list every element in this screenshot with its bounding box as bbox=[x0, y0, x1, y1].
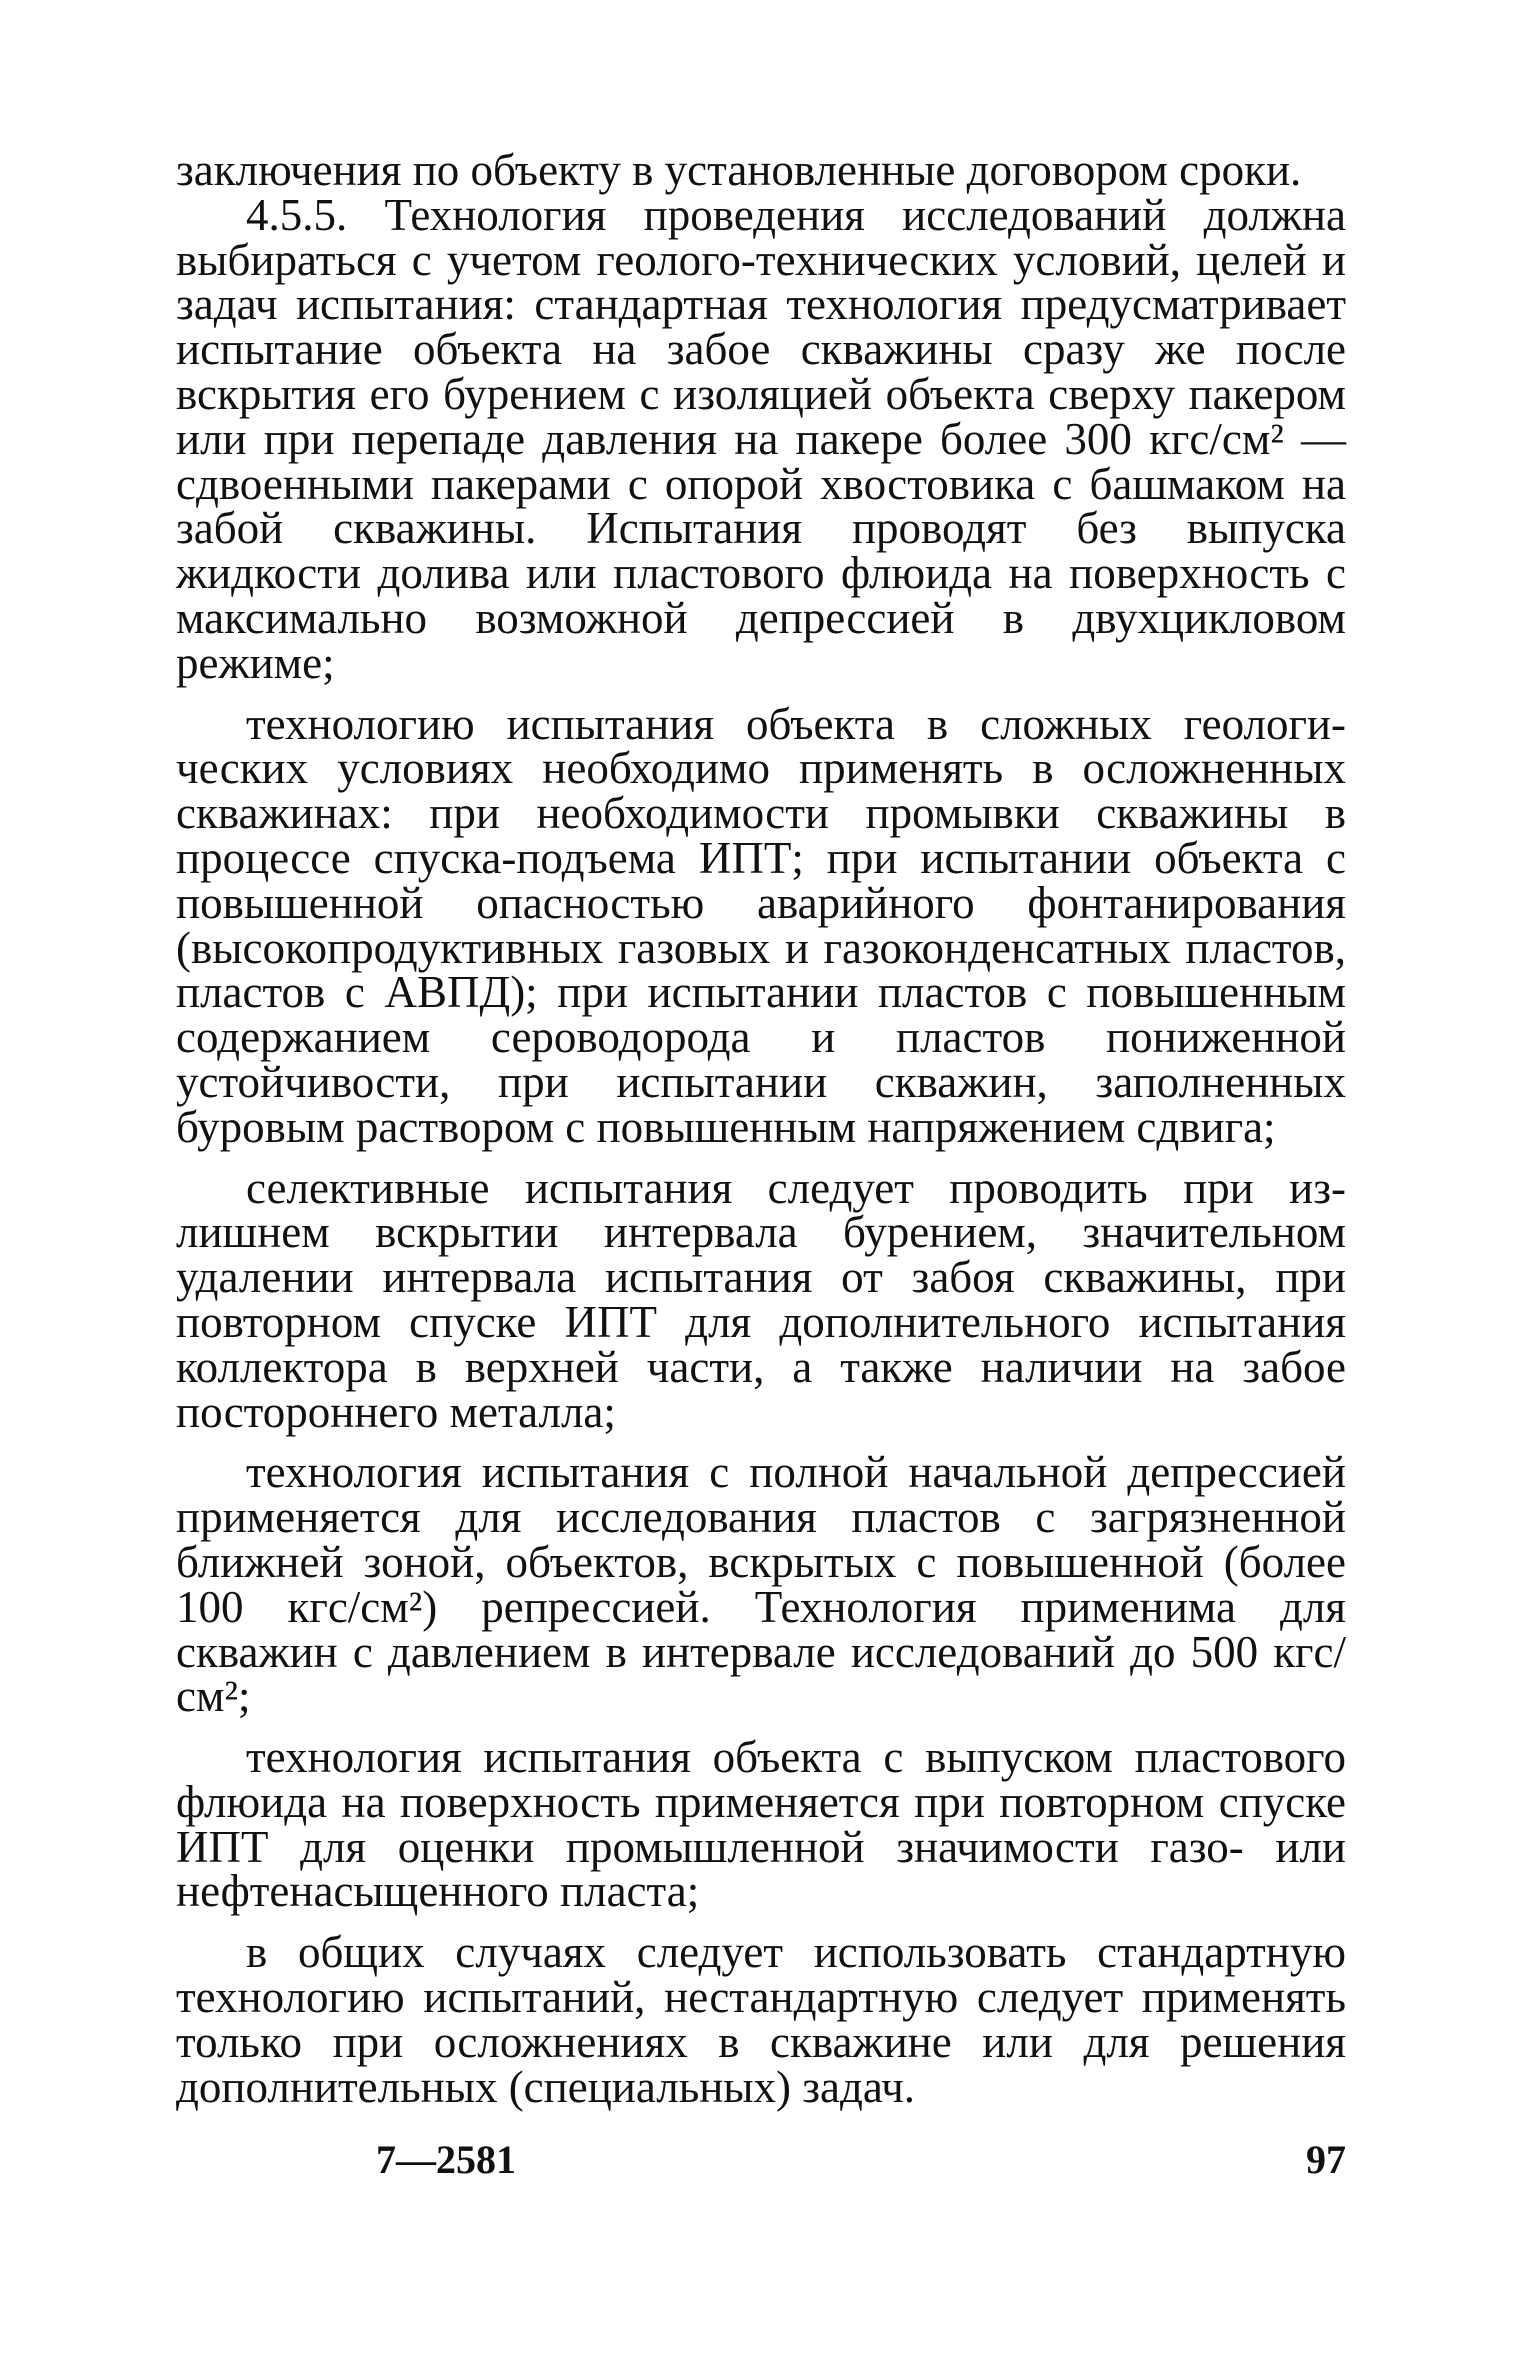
page-number: 97 bbox=[1306, 2137, 1346, 2182]
paragraph-fluid-release: технология испытания объекта с выпуском пластового флюида на поверхность применяется при повторном спуске ИПТ для оценки промышленной значимости газо- или нефтенасыщенного пласта; bbox=[176, 1732, 1346, 1917]
body-text bbox=[176, 145, 1346, 2112]
paragraph-continuation: заключения по объекту в установленные договором сроки. bbox=[176, 145, 1302, 195]
paragraph-full-depression: технология испытания с полной начальной депрессией применяется для исследования пластов с загрязненной ближней зоной, объектов, вскрытых с повышенной (более 100 кгс/см²) репрессией. Технология применима для скважин с давлением в интервале исследований до 500 кгс/см²; bbox=[176, 1447, 1346, 1722]
paragraph-4-5-5: 4.5.5. Технология проведения исследований должна выбираться с учетом геолого-технических условий, целей и задач испытания: стандартная технология предусматривает испытание объекта на забое скважины сразу же после вскрытия его бурением с изоляцией объекта сверху пакером или при перепаде давления на пакере более 300 кгс/см² — сдвоенными пакерами с опорой хвостовика с башмаком на забой скважины. Испытания проводят без выпуска жидкости долива или пластового флюида на поверхность с максимально возможной депрессией в двухцикловом режиме; bbox=[176, 189, 1346, 688]
paragraph-general-cases: в общих случаях следует использовать стандартную технологию испытаний, нестандартную следует применять только при осложнениях в скважине или для решения дополнительных (специальных) задач. bbox=[176, 1927, 1346, 2112]
signature-mark: 7—2581 bbox=[376, 2137, 516, 2182]
page-footer bbox=[176, 2136, 1346, 2196]
paragraph-complex-conditions: технологию испытания объекта в сложных геологических условиях необходимо применять в осложненных скважинах: при необходимости промывки скважины в процессе спуска-подъема ИПТ; при испытании объекта с повышенной опасностью аварийного фонтанирования (высокопродуктивных газовых и газоконденсатных пластов, пластов с АВПД); при испытании пластов с повышенным содержанием сероводорода и пластов пониженной устойчивости, при испытании скважин, заполненных буровым раствором с повышенным напряжением сдвига; bbox=[176, 698, 1346, 1152]
paragraph-selective-tests: селективные испытания следует проводить при излишнем вскрытии интервала бурением, значительном удалении интервала испытания от забоя скважины, при повторном спуске ИПТ для дополнительного испытания коллектора в верхней части, а также наличии на забое постороннего металла; bbox=[176, 1162, 1346, 1437]
